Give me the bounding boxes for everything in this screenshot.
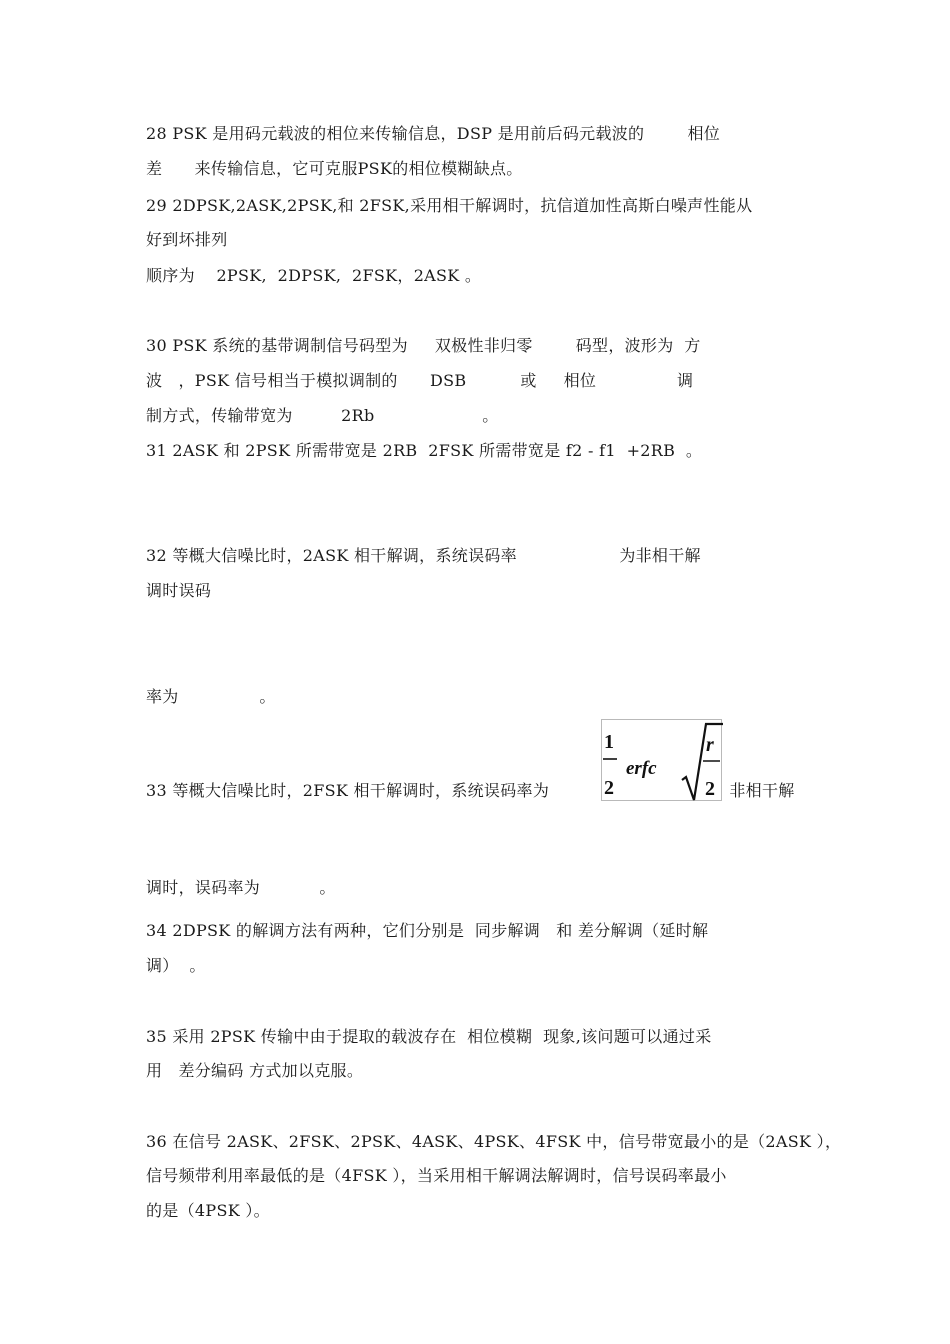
erfc-formula-svg (602, 720, 723, 802)
q29-line-1: 29 2DPSK,2ASK,2PSK,和 2FSK,采用相干解调时，抗信道加性高斯白噪声性能从 (146, 196, 753, 215)
formula-function-name: erfc (626, 758, 657, 779)
q30-line-2: 波 ，PSK 信号相当于模拟调制的 DSB 或 相位 调 (146, 371, 694, 390)
formula-radicand-top: r (706, 734, 714, 756)
q33-line-1-tail: 非相干解 (724, 781, 795, 800)
q34-line-1: 34 2DPSK 的解调方法有两种，它们分别是 同步解调 和 差分解调（延时解 (146, 921, 709, 940)
q28-line-1: 28 PSK 是用码元载波的相位来传输信息，DSP 是用前后码元载波的 相位 (146, 124, 721, 143)
formula-denominator: 2 (604, 777, 614, 799)
formula-radical-sign (682, 724, 723, 800)
q30-line-1: 30 PSK 系统的基带调制信号码型为 双极性非归零 码型，波形为 方 (146, 336, 701, 355)
erfc-formula-image (601, 719, 722, 801)
q35-line-1: 35 采用 2PSK 传输中由于提取的载波存在 相位模糊 现象,该问题可以通过采 (146, 1027, 712, 1046)
q34-line-2: 调） 。 (146, 956, 206, 975)
q36-line-3: 的是（4PSK ）。 (146, 1201, 270, 1220)
q32-line-3: 率为 。 (146, 687, 276, 706)
q32-line-1: 32 等概大信噪比时，2ASK 相干解调，系统误码率 为非相干解 (146, 546, 701, 565)
q31-line: 31 2ASK 和 2PSK 所需带宽是 2RB 2FSK 所需带宽是 f2 - f1 +2RB 。 (146, 441, 703, 460)
q29-line-2: 好到坏排列 (146, 230, 228, 249)
q32-line-2: 调时误码 (146, 581, 212, 600)
q33-line-1: 33 等概大信噪比时，2FSK 相干解调时，系统误码率为 (146, 781, 550, 800)
formula-radicand-bottom: 2 (705, 778, 715, 800)
q36-line-2: 信号频带利用率最低的是（4FSK ），当采用相干解调法解调时，信号误码率最小 (146, 1166, 727, 1185)
q35-line-2: 用 差分编码 方式加以克服。 (146, 1061, 364, 1080)
formula-numerator: 1 (604, 731, 614, 753)
q28-line-2: 差 来传输信息，它可克服PSK的相位模糊缺点。 (146, 159, 523, 178)
q29-line-3: 顺序为 2PSK, 2DPSK, 2FSK，2ASK 。 (146, 266, 482, 285)
q33-line-2: 调时，误码率为 。 (146, 878, 336, 897)
q36-line-1: 36 在信号 2ASK、2FSK、2PSK、4ASK、4PSK、4FSK 中，信号带宽最小的是（2ASK ）， (146, 1132, 842, 1151)
q30-line-3: 制方式，传输带宽为 2Rb 。 (146, 406, 499, 425)
